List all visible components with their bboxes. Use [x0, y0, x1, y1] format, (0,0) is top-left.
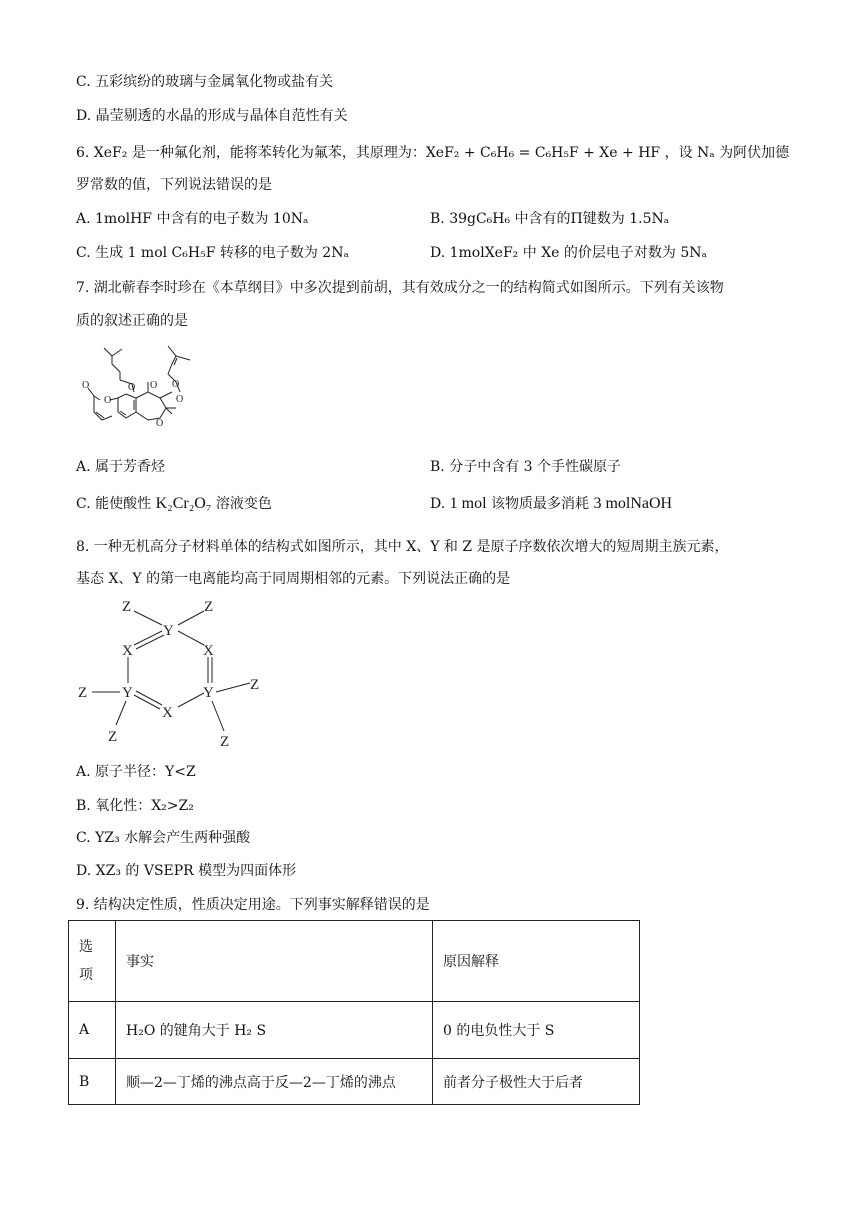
q8-y-left: Y — [122, 685, 133, 701]
cell-reason: 0 的电负性大于 S — [433, 1002, 640, 1059]
q8-z-top-left: Z — [122, 599, 132, 615]
q8-y-right: Y — [203, 685, 214, 701]
cell-fact: 顺—2—丁烯的沸点高于反—2—丁烯的沸点 — [116, 1059, 433, 1105]
q7-option-d: D. 1 mol 该物质最多消耗 3 molNaOH — [430, 495, 673, 512]
q6-stem-line-2: 罗常数的值，下列说法错误的是 — [76, 177, 272, 193]
header-option: 选 项 — [69, 921, 116, 1002]
q7-atom-o-5: O — [172, 379, 180, 390]
q9-stem: 9. 结构决定性质，性质决定用途。下列事实解释错误的是 — [76, 897, 430, 913]
header-reason: 原因解释 — [433, 921, 640, 1002]
cell-fact: H₂O 的键角大于 H₂ S — [116, 1002, 433, 1059]
q5-option-d: D. 晶莹剔透的水晶的形成与晶体自范性有关 — [76, 108, 348, 124]
q8-option-d: D. XZ₃ 的 VSEPR 模型为四面体形 — [76, 863, 297, 879]
q7-stem-line-2: 质的叙述正确的是 — [76, 313, 188, 329]
q6-option-b: B. 39gC₆H₆ 中含有的Π键数为 1.5Nₐ — [430, 211, 670, 227]
q7-formula-k2cr2o7: K₂Cr₂O₇ — [155, 495, 212, 512]
q7-option-b: B. 分子中含有 3 个手性碳原子 — [430, 459, 621, 475]
q8-structure-diagram — [70, 595, 280, 750]
q8-x-left: X — [122, 643, 133, 659]
q8-z-right: Z — [250, 677, 260, 693]
q8-y-top: Y — [163, 623, 174, 639]
cell-option: B — [69, 1059, 116, 1105]
q8-z-bottom-left: Z — [108, 729, 118, 745]
header-fact: 事实 — [116, 921, 433, 1002]
q8-z-left: Z — [78, 685, 88, 701]
q7-option-c: C. 能使酸性 K₂Cr₂O₇ 溶液变色 — [76, 495, 272, 512]
table-row — [69, 1002, 640, 1059]
q7-atom-o-7: O — [156, 418, 164, 429]
q7-atom-o-1: O — [82, 380, 90, 391]
q8-x-bottom: X — [162, 705, 173, 721]
cell-option: A — [69, 1002, 116, 1059]
table-row — [69, 1059, 640, 1105]
q6-stem-line-1: 6. XeF₂ 是一种氟化剂，能将苯转化为氟苯，其原理为：XeF₂ + C₆H₆ = C₆H₅F + Xe + HF ，设 Nₐ 为阿伏加德 — [76, 145, 790, 161]
q6-option-c: C. 生成 1 mol C₆H₅F 转移的电子数为 2Nₐ — [76, 245, 349, 261]
q8-z-top-right: Z — [204, 599, 214, 615]
q6-option-a: A. 1molHF 中含有的电子数为 10Nₐ — [76, 211, 309, 227]
q9-table — [68, 920, 640, 1105]
q8-stem-line-2: 基态 X、Y 的第一电离能均高于同周期相邻的元素。下列说法正确的是 — [76, 571, 511, 587]
q8-option-c: C. YZ₃ 水解会产生两种强酸 — [76, 830, 251, 846]
q6-option-d: D. 1molXeF₂ 中 Xe 的价层电子对数为 5Nₐ — [430, 245, 707, 261]
q7-atom-o-3: O — [128, 382, 136, 393]
q8-stem-line-1: 8. 一种无机高分子材料单体的结构式如图所示，其中 X、Y 和 Z 是原子序数依次增大的短周期主族元素， — [76, 539, 729, 555]
table-header-row — [69, 921, 640, 1002]
q7-stem-line-1: 7. 湖北蕲春李时珍在《本草纲目》中多次提到前胡，其有效成分之一的结构简式如图所示。下列有关该物 — [76, 280, 724, 296]
q8-z-bottom-right: Z — [220, 734, 230, 750]
q7-atom-o-6: O — [176, 394, 184, 405]
q7-option-a: A. 属于芳香烃 — [76, 459, 166, 475]
q8-option-a: A. 原子半径：Y<Z — [76, 764, 196, 780]
q7-atom-o-2: O — [104, 395, 112, 406]
cell-reason: 前者分子极性大于后者 — [433, 1059, 640, 1105]
q7-structure-diagram — [76, 340, 206, 440]
q8-option-b: B. 氧化性：X₂>Z₂ — [76, 798, 194, 814]
q7-atom-o-4: O — [150, 380, 158, 391]
q8-x-right: X — [203, 643, 214, 659]
q5-option-c: C. 五彩缤纷的玻璃与金属氧化物或盐有关 — [76, 74, 334, 90]
